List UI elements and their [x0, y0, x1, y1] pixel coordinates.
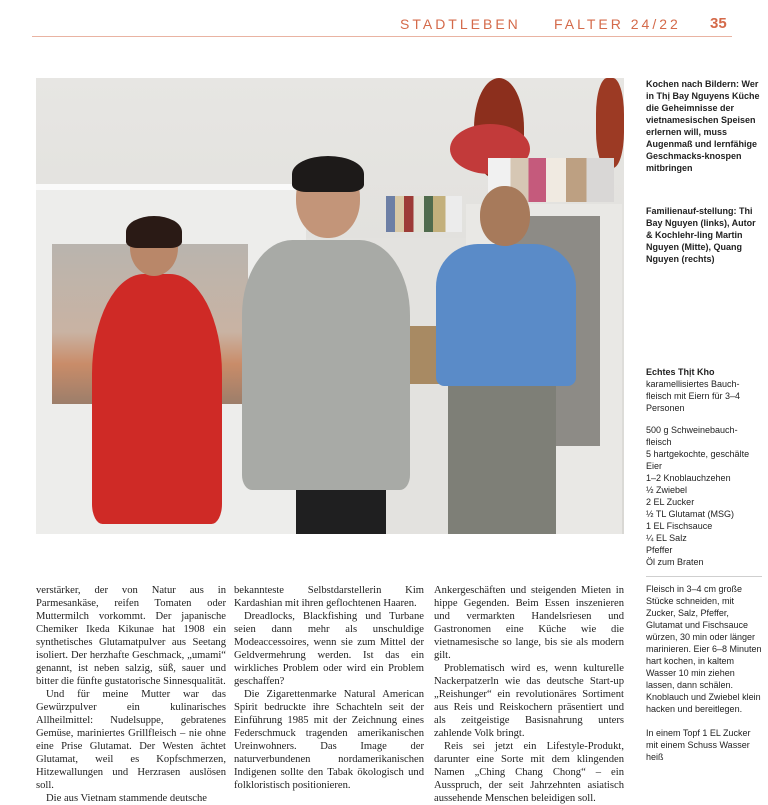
- ingredient-item: 1–2 Knoblauchzehen: [646, 473, 731, 483]
- recipe-box: [646, 366, 762, 763]
- wall-decoration: [596, 78, 624, 168]
- person-man-right: [436, 186, 576, 534]
- recipe-subtitle: karamellisiertes Bauch-fleisch mit Eiern für 3–4 Personen: [646, 379, 741, 413]
- ingredient-item: ½ Zwiebel: [646, 485, 688, 495]
- family-photo: [36, 78, 624, 534]
- paragraph: Die Zigarettenmarke Natural American Spirit bedruckte ihre Schachteln seit der Einführung 1985 mit der Zeichnung eines Federschmuck tragenden amerikanischen Ureinwohners. Das Image der naturverbundenen nordamerikanischen Indigenen sollte den Tabak ökologisch und folkloristisch positionieren.: [234, 689, 424, 791]
- grey-shirt: [242, 240, 410, 490]
- page-header: [0, 14, 768, 36]
- issue-label: FALTER 24/22: [554, 16, 681, 32]
- ingredient-list: [646, 424, 762, 568]
- people-caption: Familienauf-stellung: Thi Bay Nguyen (links), Autor & Kochlehr-ling Martin Nguyen (Mitte), Quang Nguyen (rechts): [646, 206, 756, 264]
- ingredient-item: ¼ EL Salz: [646, 533, 687, 543]
- recipe-steps: [646, 576, 762, 763]
- hair: [126, 216, 182, 248]
- paragraph: Dreadlocks, Blackfishing und Turbane seien dann mehr als unschuldige Modeaccessoires, wenn sie zum Mittel der Geldvermehrung werden. Ist das ein wirkliches Problem oder wird ein Problem geschaffen?: [234, 611, 424, 687]
- face: [480, 186, 530, 246]
- ingredient-item: Pfeffer: [646, 545, 673, 555]
- header-rule: [32, 36, 732, 37]
- ingredient-item: 2 EL Zucker: [646, 497, 695, 507]
- ingredient-item: ½ TL Glutamat (MSG): [646, 509, 735, 519]
- ingredient-item: 5 hartgekochte, geschälte Eier: [646, 449, 750, 471]
- blue-shirt: [436, 244, 576, 386]
- grey-pants: [448, 382, 556, 534]
- article-column-2: [234, 584, 424, 792]
- person-woman: [92, 214, 222, 534]
- article-column-3: [434, 584, 624, 805]
- paragraph: Reis sei jetzt ein Lifestyle-Produkt, darunter eine Sorte mit dem klingenden Namen „Ching Chang Chong“ – ein Ausspruch, der seit Jahrzehnten asiatisch aussehende Menschen beleidigen soll.: [434, 741, 624, 804]
- ingredient-item: Öl zum Braten: [646, 557, 704, 567]
- paragraph: bekannteste Selbstdarstellerin Kim Kardashian mit ihren geflochtenen Haaren.: [234, 585, 424, 609]
- section-title: STADTLEBEN: [400, 16, 521, 32]
- paragraph: Ankergeschäften und steigenden Mieten in hippe Gegenden. Beim Essen inszenieren und vermarkten Handelsriesen und Gastronomen eine Küche wie die vietnamesische so lange, bis sie als modern gilt.: [434, 585, 624, 661]
- ingredient-item: 500 g Schweinebauch-fleisch: [646, 425, 738, 447]
- paragraph: Problematisch wird es, wenn kulturelle Nackerpatzerln wie das deutsche Start-up „Reishunger“ ein revolutionäres Sortiment aus Reis und Reiskochern präsentiert und als zeitgeistige Basisnahrung unters zahlende Volk bringt.: [434, 663, 624, 739]
- person-man-center: [242, 156, 410, 534]
- paragraph: Und für meine Mutter war das Gewürzpulver ein kulinarisches Allheilmittel: Nudelsuppe, gebratenes Gemüse, mariniertes Grillfleisch – nie ohne eine Prise Glutamat. Der Westen ächtet Glutamat, weil es Kopfschmerzen, Hitzewallungen und Herzrasen auslösen soll.: [36, 689, 226, 791]
- recipe-step: Fleisch in 3–4 cm große Stücke schneiden, mit Zucker, Salz, Pfeffer, Glutamat und Fischsauce würzen, 30 min oder länger marinieren. Eier 6–8 Minuten hart kochen, in kaltem Wasser 10 min ziehen lassen, dann schälen. Knoblauch und Zwiebel klein hacken und bereitlegen.: [646, 584, 762, 714]
- ingredient-item: 1 EL Fischsauce: [646, 521, 713, 531]
- recipe-step: In einem Topf 1 EL Zucker mit einem Schuss Wasser heiß: [646, 728, 751, 762]
- article-column-1: [36, 584, 226, 805]
- red-dress: [92, 274, 222, 524]
- recipe-title: Echtes Thịt Kho: [646, 367, 715, 377]
- photo-caption: Kochen nach Bildern: Wer in Thị Bay Nguyens Küche die Geheimnisse der vietnamesischen Speisen erlernen will, muss Augenmaß und lernfähige Geschmacks-knospen mitbringen: [646, 79, 760, 173]
- black-pants: [296, 490, 386, 534]
- hair: [292, 156, 364, 192]
- paragraph: Die aus Vietnam stammende deutsche: [46, 793, 207, 804]
- page-number: 35: [710, 15, 727, 32]
- paragraph: verstärker, der von Natur aus in Parmesankäse, reifen Tomaten oder Muttermilch vorkommt. Der japanische Chemiker Ikeda Kikunae hat 1908 ein synthetisches Glutamatpulver aus Seetang isoliert. Der herzhafte Geschmack, „umami“ genannt, ist neben salzig, süß, sauer und bitter die fünfte gustatorische Sinnesqualität.: [36, 585, 226, 687]
